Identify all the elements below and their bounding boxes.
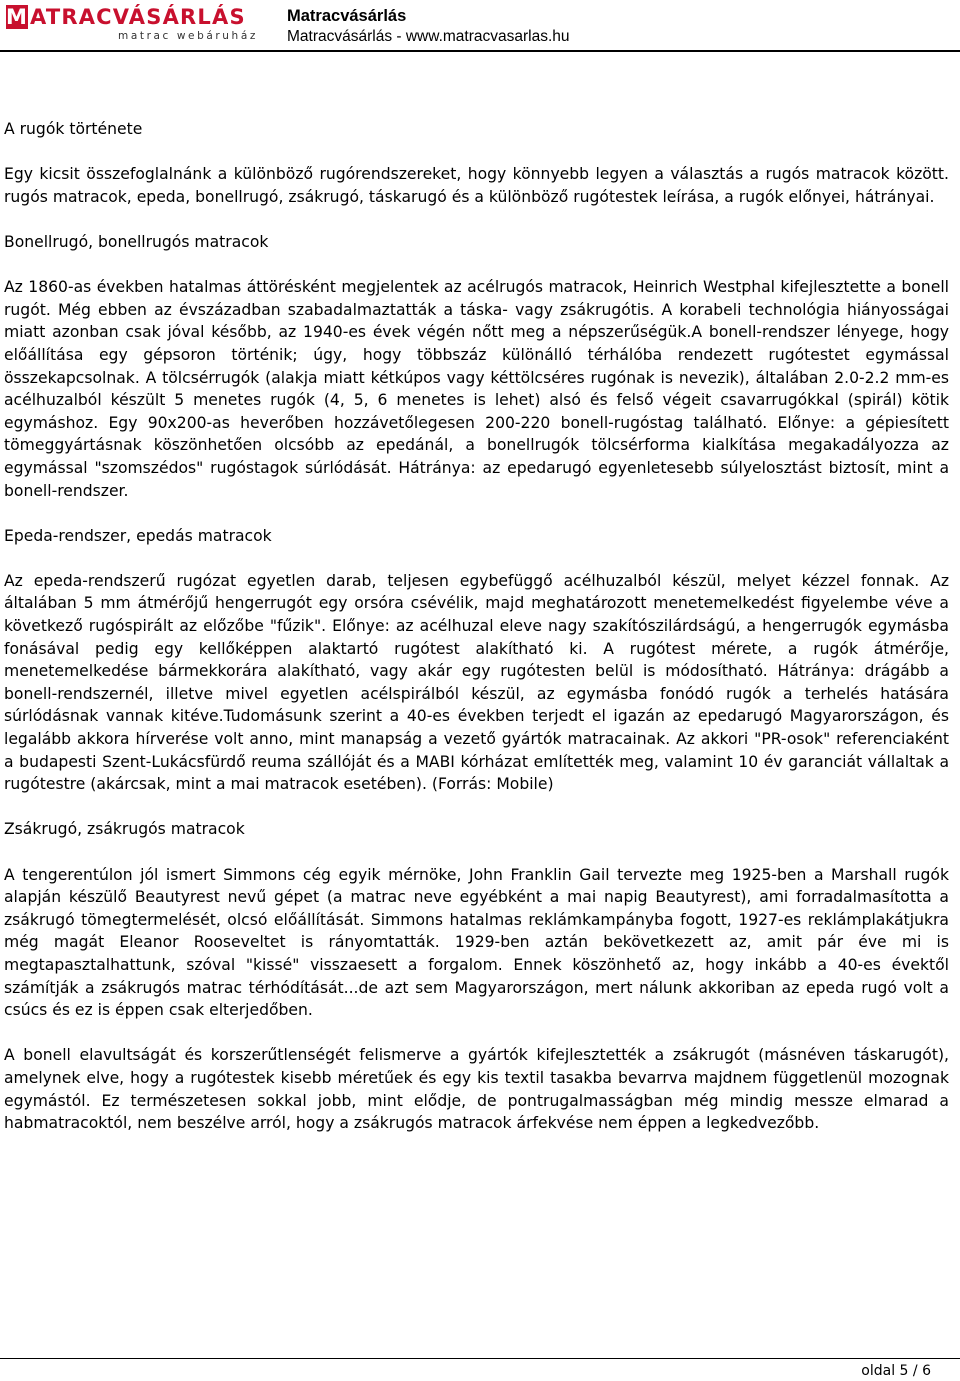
logo-name: ATRACVÁSÁRLÁS [30,5,246,29]
page-number: oldal 5 / 6 [861,1363,931,1379]
page-header [0,0,960,50]
section-heading: Bonellrugó, bonellrugós matracok [4,232,269,251]
logo-initial: M [6,5,29,29]
footer-divider [0,1358,960,1359]
section-paragraph: Az epeda-rendszerű rugózat egyetlen darab, teljesen egybefüggő acélhuzalból készül, melyet kézzel fonnak. Az általában 5 mm átmérőjű hengerrugót egy orsóra csévélik, majd meghatározott menetemelkedést figyelembe véve a következő rugóspirált az előzőbe "fűzik". Előnye: az acélhuzal eleve nagy szakítószilárdságú, a hengerrugók egymásba fonásával pedig egy kellőképpen alaktartó rugótest alakítható ki. A rugótest mérete, a rugók átmérője, menetemelkedése bármekkorára alakítható, vagy akár egy rugótesten belül is módosítható. Hátránya: drágább a bonell-rendszernél, illetve mivel egyetlen acélspirálból készül, az egymásba fonódó rugók a terhelés hatására súrlódásnak vannak kitéve.Tudomásunk szerint a 40-es években terjedt el igazán az epedarugó Magyarországon, és legalább akkora hírverése volt anno, mint manapság a vezető gyártók matracainak. Az akkori "PR-osok" referenciaként a budapesti Szent-Lukácsfürdő reuma szállóját és a MABI kórházat említették meg, valamint 10 év garanciát vállaltak a rugótestre (akárcsak, mint a mai matracok esetében). (Forrás: Mobile) [4,571,949,794]
section-paragraph: A tengerentúlon jól ismert Simmons cég egyik mérnöke, John Franklin Gail tervezte meg 1925-ben a Marshall rugók alapján készülő Beautyrest nevű gépet (a matrac neve egyébként a mai napig Beautyrest), ami forradalmasította a zsákrugó tömegtermelését, olcsó előállítását. Simmons hatalmas reklámkampányba fogott, 1927-es reklámplakátjukra még magát Eleanor Rooseveltet is rányomtatták. 1929-ben aztán bekövetkezett az, amit pár éve mi is megtapasztalhattunk, szóval "kissé" visszaesett a forgalom. Ennek köszönhető az, hogy inkább a 40-es évektől számítják a zsákrugós matrac térhódítását...de azt sem Magyarországon, mert nálunk akkoriban az epeda rugó volt a csúcs és ez is éppen csak elterjedőben. [4,865,949,1020]
document-body [4,118,949,1157]
header-subtitle: Matracvásárlás - www.matracvasarlas.hu [287,28,570,45]
header-divider [0,50,960,52]
logo-wordmark [6,5,246,29]
section-paragraph: A bonell elavultságát és korszerűtlenségét felismerve a gyártók kifejlesztették a zsákrugót (másnéven táskarugót), amelynek elve, hogy a rugótestek kisebb méretűek és egy kis textil tasakba bevarrva majdnem függetlenül mozognak egymástól. Ez természetesen sokkal jobb, mint elődje, de pontrugalmasságban még mindig messze elmarad a habmatracoktól, nem beszélve arról, hogy a zsákrugós matracok árfekvése nem éppen a legkedvezőbb. [4,1046,949,1133]
intro-paragraph: Egy kicsit összefoglalnánk a különböző rugórendszereket, hogy könnyebb legyen a választás a rugós matracok között. rugós matracok, epeda, bonellrugó, zsákrugó, táskarugó és a különböző rugótestek leírása, a rugók előnyei, hátrányai. [4,165,949,206]
section-heading: Zsákrugó, zsákrugós matracok [4,820,245,839]
main-heading: A rugók története [4,120,143,138]
brand-logo[interactable] [6,5,262,45]
logo-tagline: matrac webáruház [118,30,258,42]
header-title: Matracvásárlás [287,7,407,25]
section-heading: Epeda-rendszer, epedás matracok [4,526,272,545]
section-paragraph: Az 1860-as években hatalmas áttörésként megjelentek az acélrugós matracok, Heinrich Westphal kifejlesztette a bonell rugót. Még ebben az évszázadban szabadalmaztatták a táska- vagy zsákrugótis. A korabeli technológia hiányosságai miatt azonban csak jóval később, az 1940-es évek végén nőtt meg a népszerűségük.A bonell-rendszer lényege, hogy előállítása egy gépsoron történik; úgy, hogy többszáz különálló térhálóba rendezett rugótestet egymással összekapcsolnak. A tölcsérrugók (alakja miatt kétkúpos vagy kéttölcséres rugónak is nevezik), általában 2.0-2.2 mm-es acélhuzalból készült 5 menetes rugók (4, 5, 6 menetes is lehet) alsó és felső végeit csavarrugókkal (spirál) kötik egymáshoz. Egy 90x200-as heverőben hozzávetőlegesen 200-220 bonell-rugóstag található. Előnye: a gépiesített tömeggyártásnak köszönhetően olcsóbb az epedánál, a bonellrugók tölcsérforma kialkítása megakadályozza az egymással "szomszédos" rugóstagok súrlódását. Hátránya: az epedarugó egyenletesebb súlyelosztást biztosít, mint a bonell-rendszer. [4,278,949,500]
